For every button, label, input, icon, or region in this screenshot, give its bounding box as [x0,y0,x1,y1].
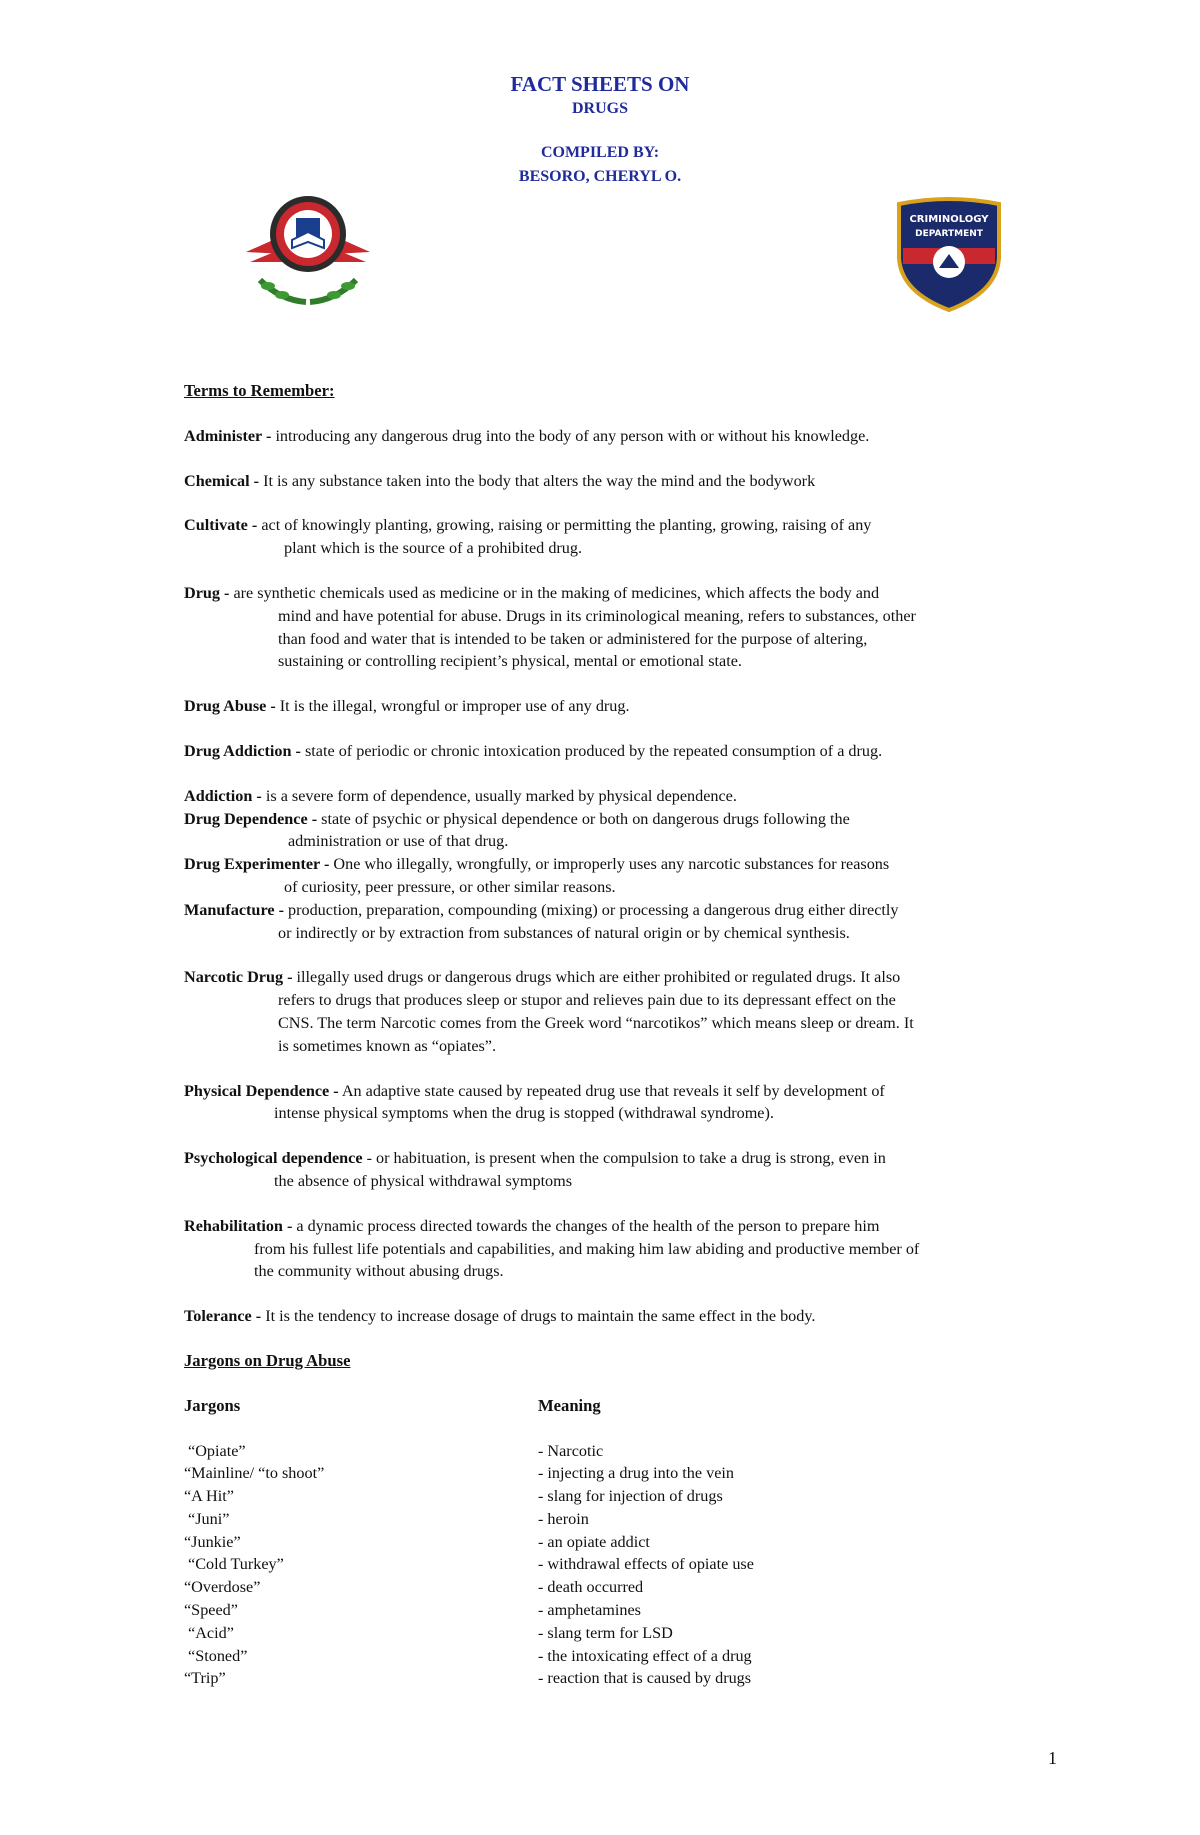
jargon-term: “Stoned” [184,1646,248,1665]
jargon-meaning: - reaction that is caused by drugs [538,1669,752,1688]
term-entry [184,1080,1064,1126]
jargon-meaning: - slang for injection of drugs [538,1487,723,1506]
term-definition: production, preparation, compounding (mixing) or processing a dangerous drug either directly [283,900,899,919]
term-definition: act of knowingly planting, growing, raising or permitting the planting, growing, raising of any [257,516,872,535]
term-definition-continued: CNS. The term Narcotic comes from the Greek word “narcotikos” which means sleep or dream. It [278,1013,914,1032]
term-entry [184,899,1064,945]
term-name: Drug Dependence - [184,809,318,828]
term-name: Chemical - [184,471,260,490]
term-name: Drug Experimenter - [184,855,330,874]
college-seal-logo [240,182,376,310]
term-entry [184,1147,1064,1193]
jargons-table [184,1395,1064,1691]
term-name: Psychological dependence [184,1149,363,1168]
jargon-row [184,1508,1064,1531]
term-entry [184,1215,1064,1283]
jargon-row [184,1440,1064,1463]
term-entry [184,808,1064,854]
term-definition: state of periodic or chronic intoxication produced by the repeated consumption of a drug. [300,741,883,760]
term-entry [184,853,1064,899]
author-name: BESORO, CHERYL O. [518,168,682,185]
jargon-meaning: - heroin [538,1509,589,1528]
term-name: Drug Addiction - [184,741,301,760]
jargon-row [184,1553,1064,1576]
jargon-meaning: - slang term for LSD [538,1623,673,1642]
term-definition: An adaptive state caused by repeated drug use that reveals it self by development of [338,1081,885,1100]
jargon-meaning: - Narcotic [538,1441,604,1460]
term-definition: - or habituation, is present when the compulsion to take a drug is strong, even in [362,1149,886,1168]
term-definition: illegally used drugs or dangerous drugs which are either prohibited or regulated drugs. It also [292,968,901,987]
jargon-term: “Trip” [184,1669,226,1688]
document-title: FACT SHEETS ON [510,72,690,96]
term-name: Physical Dependence - [184,1081,339,1100]
term-definition: state of psychic or physical dependence or both on dangerous drugs following the [317,809,850,828]
jargons-header-row [184,1395,1064,1418]
term-definition: is a severe form of dependence, usually marked by physical dependence. [261,786,737,805]
jargon-row [184,1531,1064,1554]
jargon-term: “Opiate” [184,1441,246,1460]
jargon-term: “Junkie” [184,1532,241,1551]
jargons-rows [184,1440,1064,1691]
term-definition: It is the tendency to increase dosage of drugs to maintain the same effect in the body. [261,1307,816,1326]
term-name: Narcotic Drug - [184,968,293,987]
term-entry [184,785,1064,808]
term-definition-continued: plant which is the source of a prohibited drug. [284,539,583,558]
term-definition-continued: the community without abusing drugs. [254,1262,504,1281]
jargon-term: “A Hit” [184,1487,234,1506]
term-entry [184,695,1064,718]
term-definition-continued: than food and water that is intended to be taken or administered for the purpose of altering, [278,629,868,648]
jargon-row [184,1462,1064,1485]
jargon-meaning: - amphetamines [538,1601,641,1620]
term-definition-continued: sustaining or controlling recipient’s physical, mental or emotional state. [278,652,742,671]
term-definition-continued: from his fullest life potentials and capabilities, and making him law abiding and productive member of [254,1239,920,1258]
jargons-section-title: Jargons on Drug Abuse [184,1350,351,1370]
term-entry [184,1305,1064,1328]
term-name: Drug Abuse - [184,697,276,716]
term-entry [184,740,1064,763]
term-definition: introducing any dangerous drug into the body of any person with or without his knowledge. [271,426,870,445]
term-name: Administer - [184,426,272,445]
term-name: Drug - [184,583,230,602]
svg-text:CRIMINOLOGY: CRIMINOLOGY [909,214,989,225]
term-entry [184,966,1064,1057]
jargon-term: “Acid” [184,1623,234,1642]
term-entry [184,514,1064,560]
terms-list [184,425,1064,1328]
content-body [184,380,1064,1690]
jargon-term: “Cold Turkey” [184,1555,284,1574]
term-definition: One who illegally, wrongfully, or improperly uses any narcotic substances for reasons [329,855,890,874]
term-entry [184,470,1064,493]
jargon-term: “Mainline/ “to shoot” [184,1464,325,1483]
term-name: Manufacture - [184,900,284,919]
term-definition-continued: of curiosity, peer pressure, or other similar reasons. [284,877,616,896]
term-definition-continued: administration or use of that drug. [288,832,509,851]
term-name: Tolerance - [184,1307,262,1326]
jargon-meaning: - death occurred [538,1578,644,1597]
term-definition-continued: refers to drugs that produces sleep or stupor and relieves pain due to its depressant effect on the [278,991,896,1010]
compiled-by-label: COMPILED BY: [540,144,660,161]
jargon-meaning: - injecting a drug into the vein [538,1464,734,1483]
term-definition-continued: or indirectly or by extraction from substances of natural origin or by chemical synthesis. [278,923,850,942]
jargon-row [184,1485,1064,1508]
term-name: Addiction - [184,786,262,805]
jargon-meaning: - the intoxicating effect of a drug [538,1646,752,1665]
term-entry [184,425,1064,448]
jargon-row [184,1645,1064,1668]
term-name: Rehabilitation - [184,1216,293,1235]
terms-section-title: Terms to Remember: [184,381,335,400]
term-definition: It is any substance taken into the body that alters the way the mind and the bodywork [259,471,816,490]
term-definition: are synthetic chemicals used as medicine or in the making of medicines, which affects the body and [229,583,880,602]
term-name: Cultivate - [184,516,258,535]
jargon-term: “Juni” [184,1509,230,1528]
page-number: 1 [1048,1748,1057,1768]
jargon-term: “Overdose” [184,1578,261,1597]
svg-text:DEPARTMENT: DEPARTMENT [915,229,983,239]
term-definition-continued: mind and have potential for abuse. Drugs in its criminological meaning, refers to substances, other [278,606,916,625]
jargon-row [184,1599,1064,1622]
jargon-row [184,1667,1064,1690]
term-entry [184,582,1064,673]
jargon-row [184,1576,1064,1599]
term-definition-continued: is sometimes known as “opiates”. [278,1036,497,1055]
term-definition: a dynamic process directed towards the changes of the health of the person to prepare him [292,1216,880,1235]
criminology-department-shield-logo [893,196,1005,312]
jargon-meaning: - an opiate addict [538,1532,650,1551]
jargon-term: “Speed” [184,1601,238,1620]
meaning-header: Meaning [538,1395,601,1415]
term-definition-continued: the absence of physical withdrawal symptoms [274,1171,573,1190]
document-subtitle: DRUGS [571,100,628,117]
term-definition: It is the illegal, wrongful or improper use of any drug. [275,697,630,716]
jargons-header: Jargons [184,1395,241,1415]
jargon-meaning: - withdrawal effects of opiate use [538,1555,754,1574]
term-definition-continued: intense physical symptoms when the drug is stopped (withdrawal syndrome). [274,1104,774,1123]
jargon-row [184,1622,1064,1645]
